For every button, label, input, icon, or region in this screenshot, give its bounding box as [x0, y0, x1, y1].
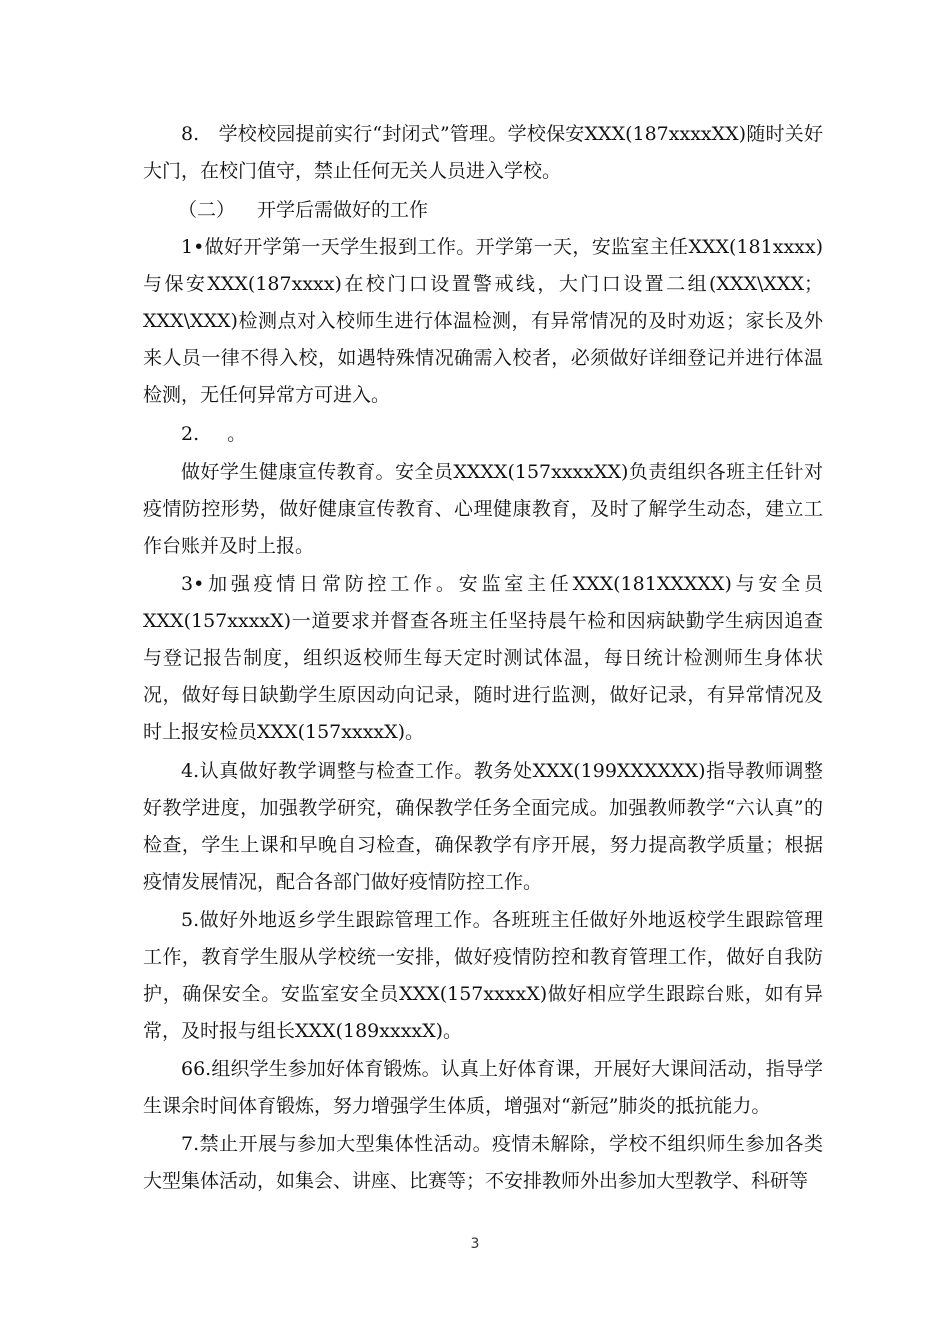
section-heading-number: （二） — [178, 199, 236, 221]
paragraph-item-6: 66.组织学生参加好体育锻炼。认真上好体育课，开展好大课间活动，指导学生课余时间体育锻炼，努力增强学生体质，增强对“新冠”肺炎的抵抗能力。 — [143, 1058, 823, 1117]
page-number: 3 — [470, 1236, 480, 1252]
section-heading-text: 开学后需做好的工作 — [257, 199, 429, 221]
item-2-marker — [181, 420, 246, 448]
item-2-number: 2. — [181, 423, 200, 445]
paragraph-item-2: 做好学生健康宣传教育。安全员XXXX(157xxxxXX)负责组织各班主任针对疫情防控形势，做好健康宣传教育、心理健康教育，及时了解学生动态，建立工作台账并及时上报。 — [143, 461, 823, 557]
paragraph-item-5: 5.做好外地返乡学生跟踪管理工作。各班班主任做好外地返校学生跟踪管理工作，教育学生服从学校统一安排，做好疫情防控和教育管理工作，做好自我防护，确保安全。安监室安全员XXX(157xxxxX)做好相应学生跟踪台账，如有异常，及时报与组长XXX(189xxxxX)。 — [143, 909, 823, 1042]
paragraph-item-3: 3•加强疫情日常防控工作。安监室主任XXX(181XXXXX)与安全员XXX(157xxxxX)一道要求并督查各班主任坚持晨午检和因病缺勤学生病因追查与登记报告制度，组织返校师生每天定时测试体温，每日统计检测师生身体状况，做好每日缺勤学生原因动向记录，随时进行监测，做好记录，有异常情况及时上报安检员XXX(157xxxxX)。 — [143, 573, 823, 743]
item-2-mark: 。 — [227, 423, 247, 445]
paragraph-item-8: 8. 学校校园提前实行“封闭式”管理。学校保安XXX(187xxxxXX)随时关好大门，在校门值守，禁止任何无关人员进入学校。 — [143, 123, 823, 182]
paragraph-item-4: 4.认真做好教学调整与检查工作。教务处XXX(199XXXXXX)指导教师调整好教学进度，加强教学研究，确保教学任务全面完成。加强教师教学“六认真”的检查，学生上课和早晚自习检查，确保教学有序开展，努力提高教学质量；根据疫情发展情况，配合各部门做好疫情防控工作。 — [143, 760, 823, 893]
section-heading — [178, 196, 428, 224]
paragraph-item-1: 1•做好开学第一天学生报到工作。开学第一天，安监室主任XXX(181xxxx)与保安XXX(187xxxx)在校门口设置警戒线，大门口设置二组(XXX\XXX；XXX\XXX)检测点对入校师生进行体温检测，有异常情况的及时劝返；家长及外来人员一律不得入校，如遇特殊情况确需入校者，必须做好详细登记并进行体温检测，无任何异常方可进入。 — [143, 236, 823, 406]
paragraph-item-7: 7.禁止开展与参加大型集体性活动。疫情未解除，学校不组织师生参加各类大型集体活动，如集会、讲座、比赛等；不安排教师外出参加大型教学、科研等 — [143, 1133, 823, 1192]
